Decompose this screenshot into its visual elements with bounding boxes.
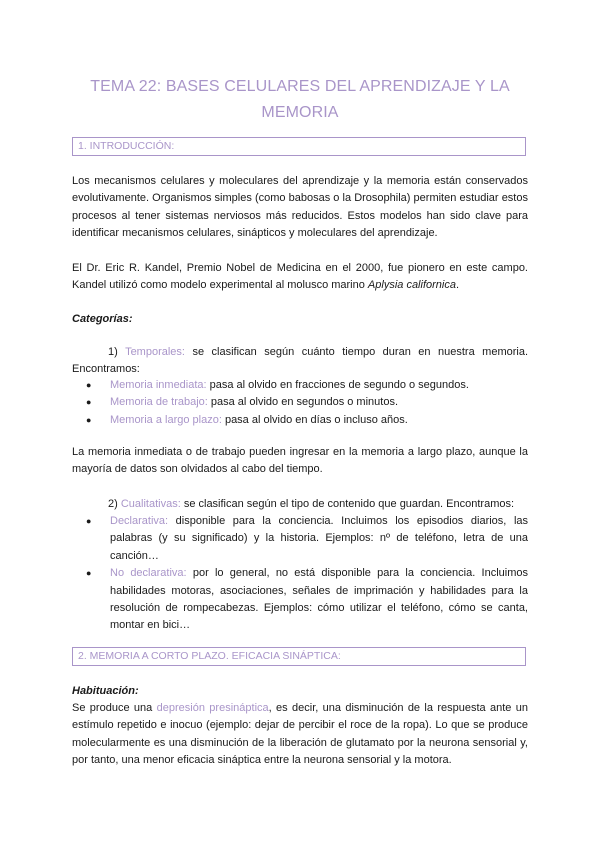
- qualitative-number: 2): [108, 498, 121, 510]
- temporal-category-intro: [72, 344, 528, 379]
- intro-paragraph-1: Los mecanismos celulares y moleculares del aprendizaje y la memoria están conservados evolutivamente. Organismos simples (como babosas o la Drosophila) permiten estudiar estos procesos al tener sistemas nerviosos más reducidos. Estos modelos han sido clave para identificar mecanismos celulares, sinápticos y moleculares del aprendizaje.: [72, 175, 528, 240]
- list-item-label: Memoria a largo plazo:: [110, 413, 222, 426]
- bullet-icon: ●: [86, 516, 92, 526]
- list-item: [72, 394, 528, 411]
- species-name: Aplysia californica: [367, 279, 456, 292]
- qualitative-text: se clasifican según el tipo de contenido que guardan. Encontramos:: [180, 498, 515, 510]
- title-line-1: TEMA 22: BASES CELULARES DEL APRENDIZAJE Y LA: [90, 78, 510, 95]
- list-item-label: Declarativa:: [110, 515, 169, 527]
- intro-paragraph-2-end: .: [455, 279, 460, 292]
- section-heading-memoria-corto-plazo: 2. MEMORIA A CORTO PLAZO. EFICACIA SINÁPTICA:: [72, 647, 526, 666]
- intro-paragraph-2-text: El Dr. Eric R. Kandel, Premio Nobel de Medicina en el 2000, fue pionero en este campo. Kandel utilizó como modelo experimental al molusco marino: [72, 262, 528, 292]
- habituation-text-pre: Se produce una: [72, 702, 157, 714]
- bullet-icon: ●: [86, 380, 92, 390]
- list-item-label: Memoria inmediata:: [110, 379, 207, 391]
- list-item: [72, 377, 528, 394]
- bullet-icon: ●: [86, 414, 92, 425]
- habituation-text-post: , es decir, una disminución de la respuesta ante un estímulo repetido e inocuo (ejemplo: dejar de percibir el roce de la ropa). Lo que se produce molecularmente es una disminución de la liberación de glutamato por la neurona sensorial y, por tanto, una menor eficacia sináptica entre la neurona sensorial y la motora.: [72, 702, 528, 767]
- list-item-text: pasa al olvido en días o incluso años.: [221, 413, 408, 426]
- qualitative-memory-list: [72, 513, 528, 635]
- temporal-number: 1): [108, 346, 126, 358]
- habituation-highlight: depresión presináptica: [156, 702, 269, 714]
- memory-transfer-paragraph: La memoria inmediata o de trabajo pueden ingresar en la memoria a largo plazo, aunque la mayoría de datos son olvidados al cabo del tiempo.: [72, 446, 528, 476]
- list-item-label: Memoria de trabajo:: [110, 396, 208, 409]
- bullet-icon: ●: [86, 568, 92, 579]
- qualitative-category-intro: [72, 496, 528, 513]
- habituation-paragraph: [72, 700, 528, 770]
- temporal-label: Temporales:: [125, 346, 185, 358]
- list-item-text: disponible para la conciencia. Incluimos los episodios diarios, las palabras (y su significado) y la historia. Ejemplos: nº de teléfono, letra de una canción…: [110, 515, 528, 562]
- qualitative-label: Cualitativas:: [120, 498, 181, 510]
- list-item-text: pasa al olvido en segundos o minutos.: [207, 396, 399, 409]
- list-item-text: por lo general, no está disponible para la conciencia. Incluimos habilidades motoras, asociaciones, señales de imprimación y habilidades para la resolución de rompecabezas. Ejemplos: cómo utilizar el teléfono, cómo se canta, montar en bici…: [110, 567, 528, 632]
- intro-paragraph-2: [72, 260, 528, 295]
- list-item-label: No declarativa:: [110, 567, 187, 580]
- temporal-memory-list: [72, 377, 528, 429]
- bullet-icon: ●: [86, 397, 92, 408]
- page-title: [60, 74, 540, 126]
- list-item: [72, 513, 528, 565]
- list-item: [72, 412, 528, 429]
- categories-heading: Categorías:: [72, 313, 133, 325]
- title-line-2: MEMORIA: [261, 104, 339, 121]
- list-item: [72, 565, 528, 635]
- section-heading-introduccion: 1. INTRODUCCIÓN:: [72, 137, 526, 156]
- habituation-heading: Habituación:: [72, 685, 139, 697]
- list-item-text: pasa al olvido en fracciones de segundo o segundos.: [206, 379, 469, 391]
- temporal-text: se clasifican según cuánto tiempo duran en nuestra memoria. Encontramos:: [72, 346, 529, 376]
